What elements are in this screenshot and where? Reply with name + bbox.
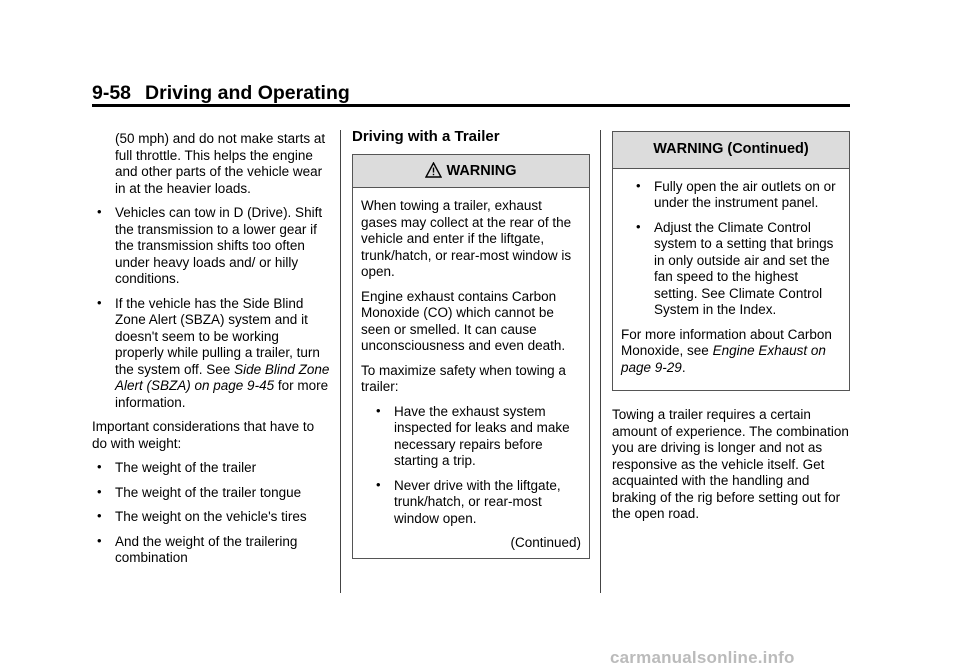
page-number: 9-58 [92,82,132,104]
cross-reference: Side Blind Zone Alert (SBZA) on page 9-45 [115,361,330,393]
bullet-icon: • [97,532,102,548]
list-item: • Have the exhaust system inspected for leaks and make necessary repairs before starting a trip. [376,402,570,468]
list-item: • Never drive with the liftgate, trunk/hatch, or rear-most window open. [376,476,561,526]
section-title: Driving and Operating [145,82,350,104]
warning-box [352,154,590,559]
bullet-icon: • [97,508,102,523]
towing-paragraph: Towing a trailer requires a certain amount of experience. The combination you are driving is longer and not as responsive as the vehicle itself. Get acquainted with the handling and braking of the rig before setting out for the open road. [612,407,849,521]
warning-paragraph: Engine exhaust contains Carbon Monoxide (CO) which cannot be seen or smelled. It can cause unconsciousness and even death. [361,288,566,353]
list-item: • Adjust the Climate Control system to a setting that brings in only outside air and set the fan speed to the highest setting. See Climate Control System in the Index. [636,218,834,317]
bullet-icon: • [97,294,102,310]
warning-triangle-icon [425,162,442,178]
bullet-icon: • [636,177,641,193]
list-item: • Fully open the air outlets on or under the instrument panel. [636,177,836,210]
warning-paragraph: When towing a trailer, exhaust gases may collect at the rear of the vehicle and enter if the liftgate, trunk/hatch, or rear-most window is open. [361,198,572,279]
list-item: • The weight on the vehicle's tires [97,508,307,524]
continued-paragraph: (50 mph) and do not make starts at full throttle. This helps the engine and other parts of the vehicle wear in at the heavier loads. [115,131,326,196]
header-rule [92,104,850,107]
column-2 [352,129,590,559]
column-divider-2 [600,130,601,593]
warning-box-continued [612,131,850,391]
cross-reference: Engine Exhaust on page 9-29 [621,343,826,375]
warning-paragraph: To maximize safety when towing a trailer: [361,362,566,394]
column-3 [612,131,850,531]
column-1 [92,131,330,575]
warning-title: WARNING [446,162,517,179]
bullet-icon: • [376,402,381,418]
bullet-icon: • [97,459,102,474]
warning-paragraph: For more information about Carbon Monoxide, see Engine Exhaust on page 9-29. [621,326,832,375]
list-item: • The weight of the trailer [97,459,257,475]
continued-label: (Continued) [510,535,581,550]
bullet-icon: • [97,483,102,499]
weight-intro: Important considerations that have to do with weight: [92,419,315,451]
warning-header: WARNING (Continued) [613,132,849,169]
bullet-icon: • [97,204,102,219]
list-item: • The weight of the trailer tongue [97,483,302,500]
column-divider-1 [340,130,341,593]
page-header [92,82,364,105]
section-heading: Driving with a Trailer [352,128,500,145]
warning-body [353,188,589,558]
bullet-icon: • [376,476,381,492]
warning-body [613,169,849,391]
list-item: • And the weight of the trailering combination [97,532,298,565]
list-item: • Vehicles can tow in D (Drive). Shift the transmission to a lower gear if the transmission shifts too often under heavy loads and/ or hilly conditions. [97,204,323,286]
watermark: carmanualsonline.info [610,648,795,667]
warning-header [353,155,589,189]
bullet-icon: • [636,218,641,234]
list-item: • If the vehicle has the Side Blind Zone Alert (SBZA) system and it doesn't seem to be working properly while pulling a trailer, turn the system off. See Side Blind Zone Alert (SBZA) on page 9-45 for more information. [97,294,330,410]
